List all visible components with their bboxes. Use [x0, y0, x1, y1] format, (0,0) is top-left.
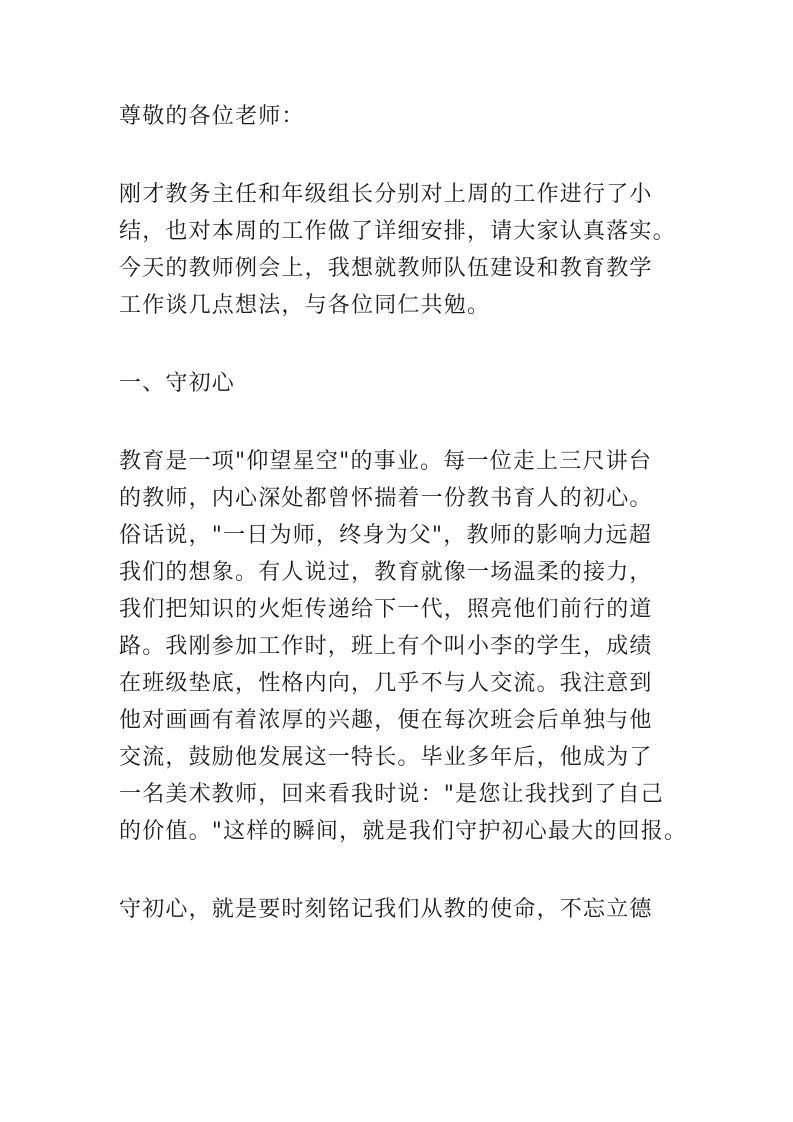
text-line: 我们把知识的火炬传递给下一代，照亮他们前行的道	[119, 597, 653, 622]
text-line: 俗话说，"一日为师，终身为父"，教师的影响力远超	[119, 523, 653, 548]
text-line: 一名美术教师，回来看我时说："是您让我找到了自己	[119, 782, 664, 807]
text-line: 刚才教务主任和年级组长分别对上周的工作进行了小	[119, 182, 653, 207]
text-line: 交流，鼓励他发展这一特长。毕业多年后，他成为了	[119, 745, 653, 770]
text-line: 教育是一项"仰望星空"的事业。每一位走上三尺讲台	[119, 449, 653, 474]
spacer	[119, 324, 679, 365]
text-line: 我们的想象。有人说过，教育就像一场温柔的接力，	[119, 560, 653, 585]
text-line: 今天的教师例会上，我想就教师队伍建设和教育教学	[119, 256, 653, 281]
spacer	[119, 850, 679, 891]
text-line: 工作谈几点想法，与各位同仁共勉。	[119, 293, 491, 318]
salutation	[119, 98, 679, 135]
spacer	[119, 135, 679, 176]
text-line: 的价值。"这样的瞬间，就是我们守护初心最大的回报。	[119, 819, 688, 844]
text-line: 路。我刚参加工作时，班上有个叫小李的学生，成绩	[119, 634, 653, 659]
spacer	[119, 402, 679, 443]
text-line: 他对画画有着浓厚的兴趣，便在每次班会后单独与他	[119, 708, 653, 733]
salutation-text: 尊敬的各位老师：	[119, 104, 305, 129]
text-line: 在班级垫底，性格内向，几乎不与人交流。我注意到	[119, 671, 653, 696]
document-body	[119, 98, 688, 928]
text-line: 的教师，内心深处都曾怀揣着一份教书育人的初心。	[119, 486, 653, 511]
closing-paragraph	[119, 891, 679, 928]
text-line: 守初心，就是要时刻铭记我们从教的使命，不忘立德	[119, 897, 653, 922]
intro-paragraph	[119, 176, 679, 324]
text-line: 结，也对本周的工作做了详细安排，请大家认真落实。	[119, 219, 676, 244]
body-paragraph	[119, 443, 688, 850]
section-heading-text: 一、守初心	[119, 371, 236, 396]
section-heading	[119, 365, 679, 402]
